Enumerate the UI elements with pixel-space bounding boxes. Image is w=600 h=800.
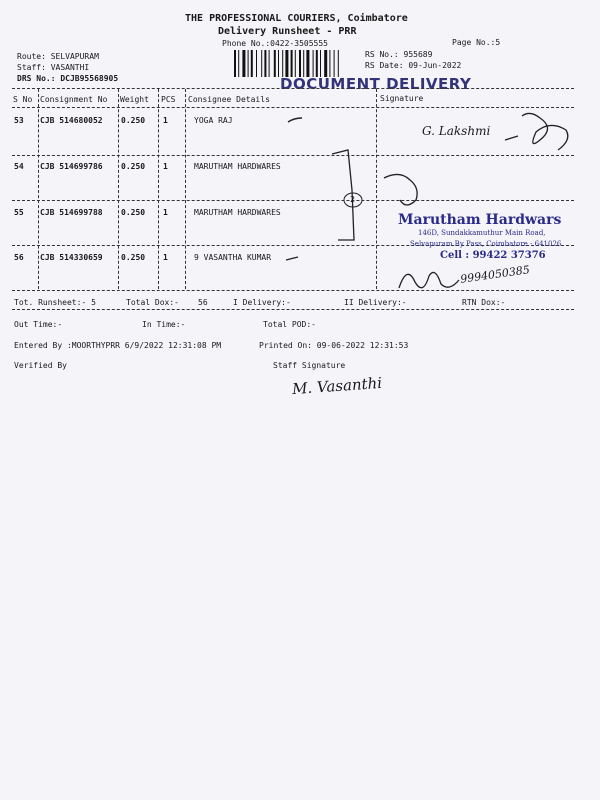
barcode-bar: [299, 50, 301, 77]
col-header-consignment: Consignment No: [40, 95, 108, 104]
column-divider: [158, 89, 159, 289]
row-consignment: CJB 514680052: [40, 116, 103, 125]
col-header-pcs: PCS: [161, 95, 176, 104]
row-sno: 56: [14, 253, 24, 262]
shop-stamp-address-2: Selvapuram By Pass, Coimbatore - 641026.: [410, 240, 564, 248]
document-title: Delivery Runsheet - PRR: [218, 26, 357, 37]
row-sno: 55: [14, 208, 24, 217]
row-weight: 0.250: [121, 162, 146, 171]
col-header-sno: S No: [13, 95, 33, 104]
row-consignment: CJB 514699786: [40, 162, 103, 171]
barcode-bar: [278, 50, 279, 77]
i-delivery: I Delivery:-: [233, 298, 291, 307]
row-consignee: MARUTHAM HARDWARES: [194, 162, 281, 171]
barcode-bar: [285, 50, 288, 77]
barcode-bar: [316, 50, 318, 77]
row-consignee: 9 VASANTHA KUMAR: [194, 253, 272, 262]
row-consignee: MARUTHAM HARDWARES: [194, 208, 281, 217]
signature-flourish: [500, 110, 580, 158]
staff-signature-label: Staff Signature: [273, 361, 346, 370]
column-divider: [185, 89, 186, 289]
row-weight: 0.250: [121, 208, 146, 217]
barcode-bar: [303, 50, 304, 77]
barcode-bar: [324, 50, 327, 77]
drs-number: DRS No.: DCJB95568905: [17, 74, 119, 83]
entered-by: Entered By :MOORTHYPRR 6/9/2022 12:31:08 PM: [14, 341, 222, 350]
shop-stamp-address-1: 146D, Sundakkamuthur Main Road,: [418, 229, 546, 237]
row-pcs: 1: [163, 162, 168, 171]
shop-stamp-cell: Cell : 99422 37376: [440, 250, 546, 261]
row-consignment: CJB 514699788: [40, 208, 103, 217]
barcode-bar: [306, 50, 309, 77]
barcode-bar: [282, 50, 283, 77]
barcode-bar: [234, 50, 236, 77]
barcode-bar: [329, 50, 330, 77]
shop-stamp-name: Marutham Hardwars: [398, 212, 562, 228]
total-runsheet: Tot. Runsheet:- 5: [14, 298, 96, 307]
row-weight: 0.250: [121, 253, 146, 262]
row-divider: [12, 290, 574, 291]
printed-on: Printed On: 09-06-2022 12:31:53: [259, 341, 409, 350]
ii-delivery: II Delivery:-: [344, 298, 407, 307]
barcode-bar: [334, 50, 335, 77]
column-divider: [118, 89, 119, 289]
row-pcs: 1: [163, 253, 168, 262]
page-number: Page No.:5: [452, 38, 501, 47]
col-header-consignee: Consignee Details: [188, 95, 270, 104]
rs-date: RS Date: 09-Jun-2022: [365, 61, 462, 70]
row-sno: 54: [14, 162, 24, 171]
col-header-weight: Weight: [120, 95, 149, 104]
divider-line: [12, 88, 574, 89]
barcode-bar: [256, 50, 257, 77]
route-label: Route: SELVAPURAM: [17, 52, 99, 61]
total-dox: Total Dox:-: [126, 298, 179, 307]
out-time: Out Time:-: [14, 320, 63, 329]
barcode-bar: [269, 50, 270, 77]
company-name: THE PROFESSIONAL COURIERS, Coimbatore: [185, 13, 408, 24]
total-dox-value: 56: [198, 298, 208, 307]
circled-number: 2: [350, 195, 356, 204]
barcode-bar: [320, 50, 321, 77]
row-weight: 0.250: [121, 116, 146, 125]
row-pcs: 1: [163, 208, 168, 217]
staff-label: Staff: VASANTHI: [17, 63, 90, 72]
row-consignment: CJB 514330659: [40, 253, 103, 262]
barcode-bar: [313, 50, 314, 77]
barcode-bar: [291, 50, 293, 77]
document-delivery-stamp: DOCUMENT DELIVERY: [280, 75, 472, 93]
divider-line: [12, 107, 574, 108]
barcode-bar: [248, 50, 249, 77]
col-header-signature: Signature: [380, 94, 424, 103]
handwritten-phone: 9994050385: [459, 263, 531, 286]
barcode-bar: [251, 50, 253, 77]
rtn-dox: RTN Dox:-: [462, 298, 506, 307]
row-sno: 53: [14, 116, 24, 125]
handwritten-marks: [280, 110, 380, 270]
in-time: In Time:-: [142, 320, 186, 329]
barcode-bar: [295, 50, 296, 77]
staff-signature: M. Vasanthi: [291, 373, 383, 399]
verified-by: Verified By: [14, 361, 67, 370]
barcode-bar: [338, 50, 339, 77]
barcode-bar: [261, 50, 262, 77]
signature-row-56: [395, 262, 465, 298]
barcode-bar: [274, 50, 276, 77]
row-pcs: 1: [163, 116, 168, 125]
phone-number: Phone No.:0422-3505555: [222, 39, 328, 48]
total-pod: Total POD:-: [263, 320, 316, 329]
column-divider: [38, 89, 39, 289]
barcode-bar: [238, 50, 239, 77]
divider-line: [12, 309, 574, 310]
barcode-bar: [264, 50, 266, 77]
barcode: [232, 50, 358, 77]
row-consignee: YOGA RAJ: [194, 116, 233, 125]
rs-number: RS No.: 955689: [365, 50, 433, 59]
signature-row-53: G. Lakshmi: [422, 124, 491, 138]
barcode-bar: [242, 50, 245, 77]
